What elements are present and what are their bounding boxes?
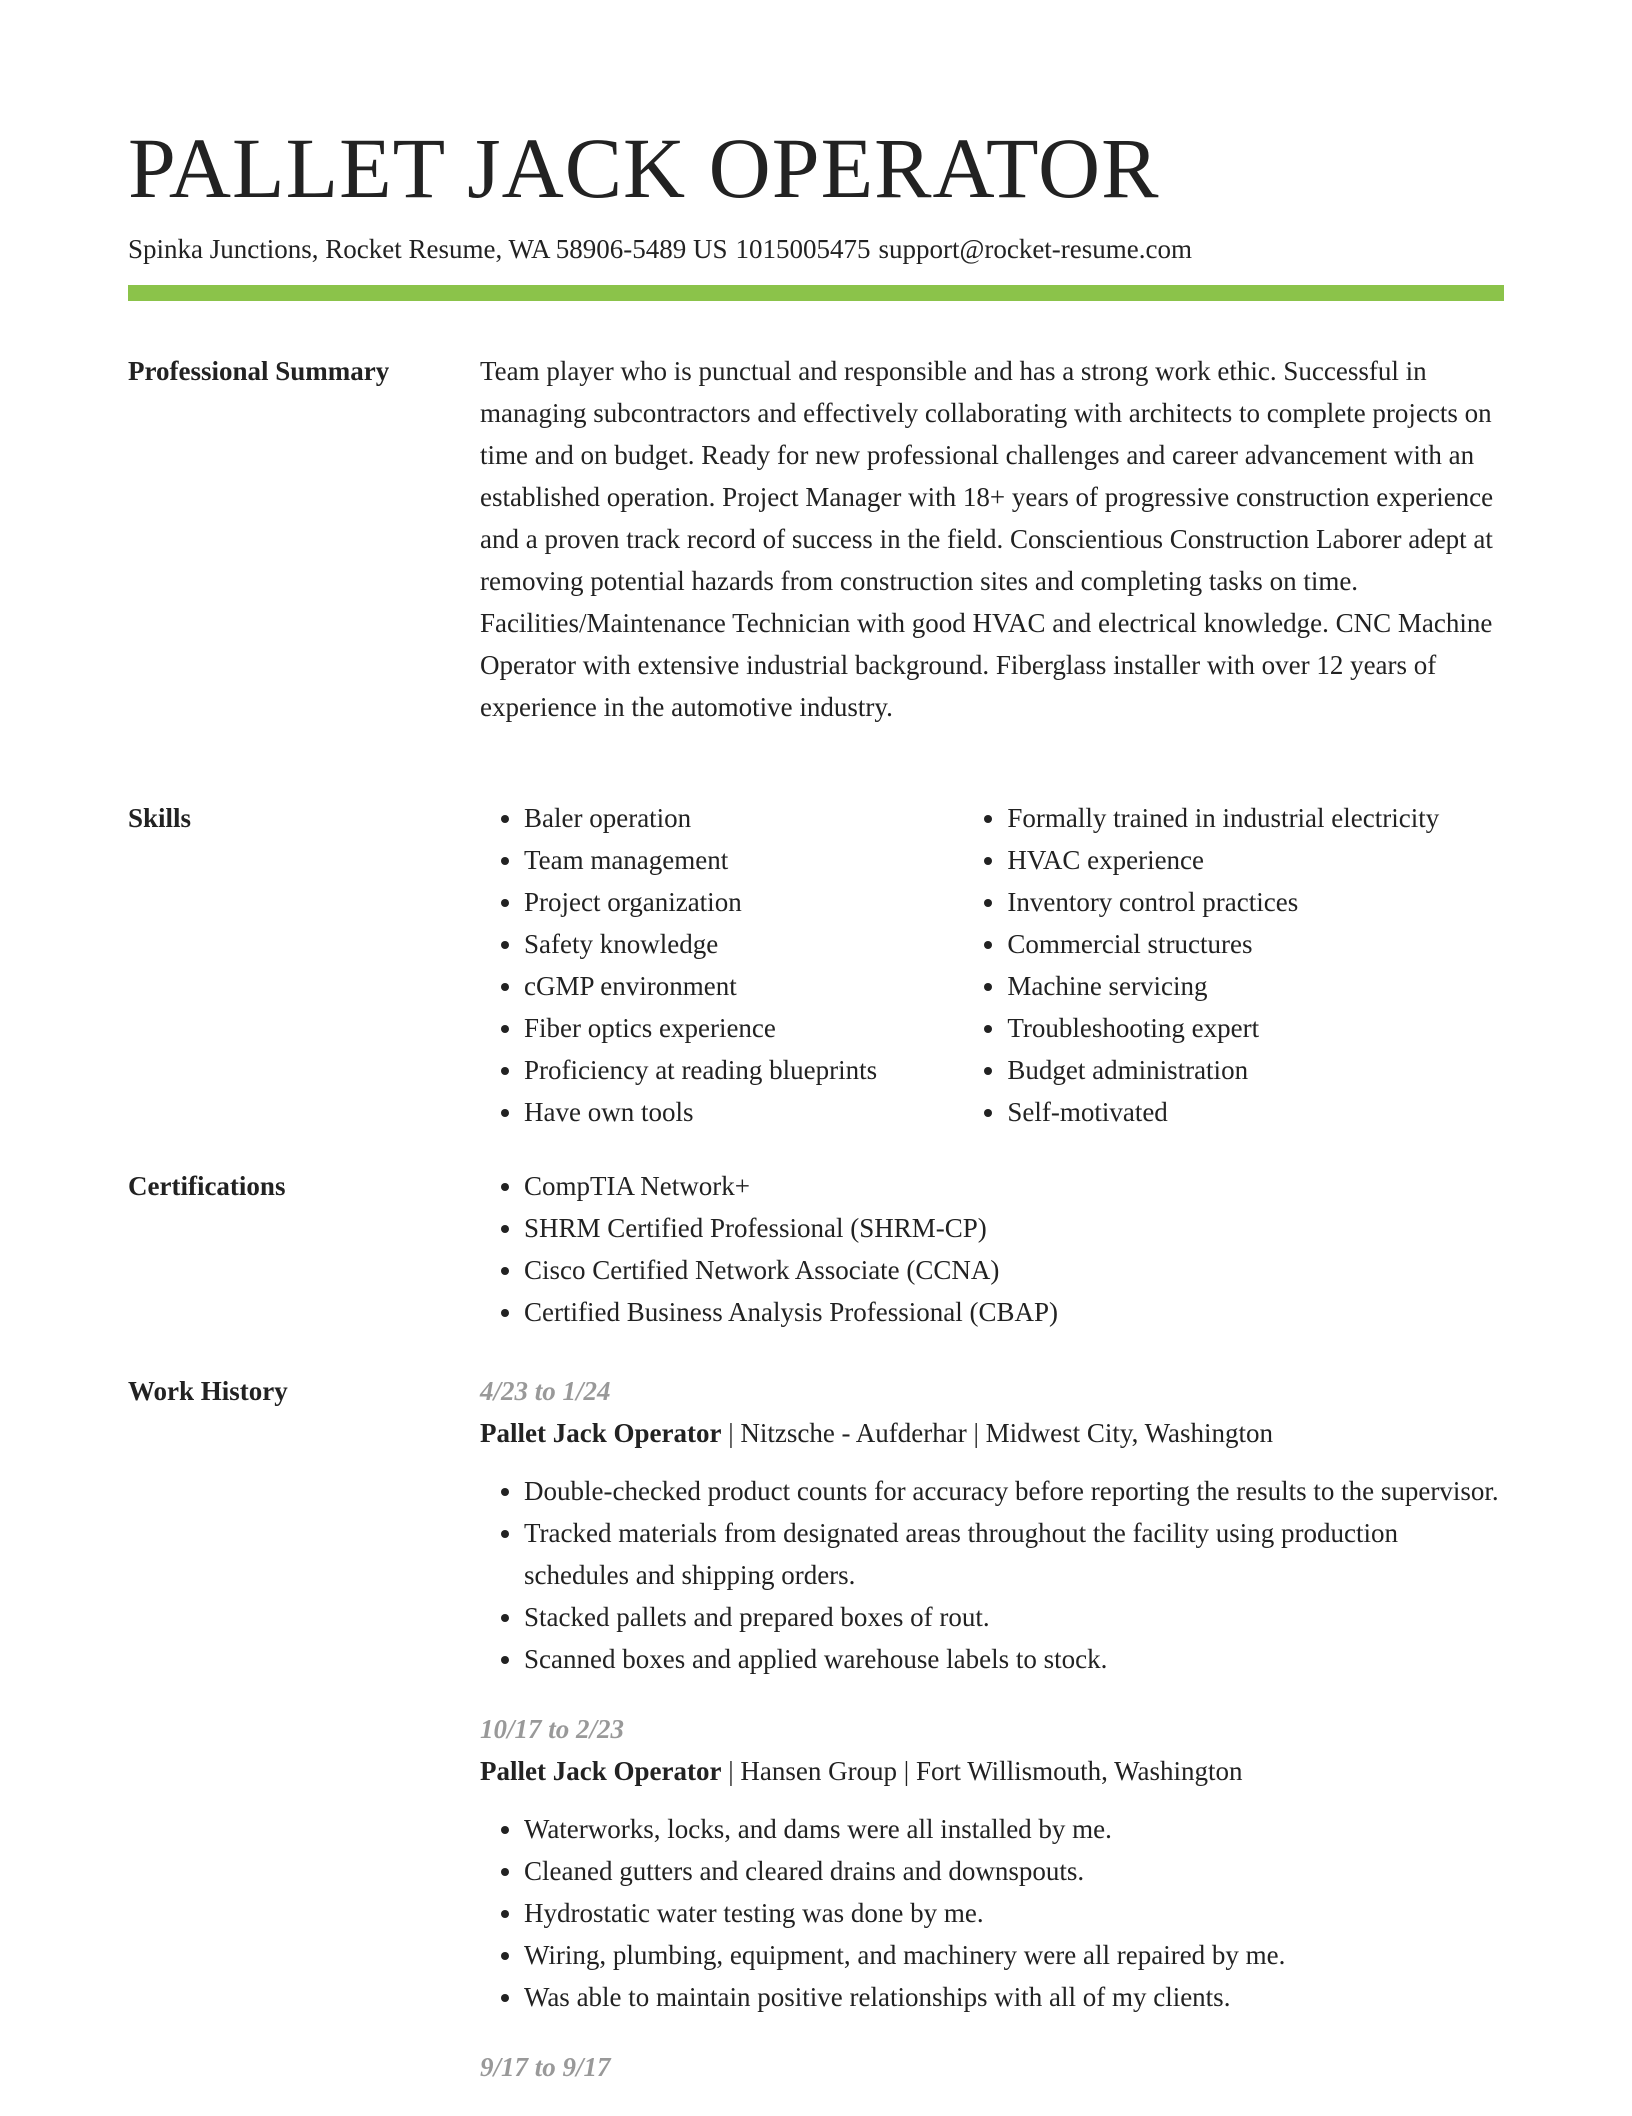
certifications-list — [480, 1165, 1504, 1333]
skill-item: • Fiber optics experience — [524, 1007, 963, 1049]
skill-item: • Inventory control practices — [1007, 881, 1504, 923]
job-entry — [480, 1708, 1504, 2018]
job-title: Pallet Jack Operator — [480, 1756, 722, 1786]
summary-text: Team player who is punctual and responsible and has a strong work ethic. Successful in managing subcontractors and effectively collaborating with architects to complete projects on time and on budget. Ready for new professional challenges and career advancement with an established operation. Project Manager with 18+ years of progressive construction experience and a proven track record of success in the field. Conscientious Construction Laborer adept at removing potential hazards from construction sites and completing tasks on time. Facilities/Maintenance Technician with good HVAC and electrical knowledge. CNC Machine Operator with extensive industrial background. Fiberglass installer with over 12 years of experience in the automotive industry. — [480, 356, 1494, 722]
job-bullet: • Hydrostatic water testing was done by me. — [524, 1892, 1504, 1934]
skill-item: • Proficiency at reading blueprints — [524, 1049, 963, 1091]
skill-item: • Safety knowledge — [524, 923, 963, 965]
job-bullet: • Double-checked product counts for accuracy before reporting the results to the supervisor. — [524, 1470, 1504, 1512]
certification-item: • Certified Business Analysis Professional (CBAP) — [524, 1291, 1504, 1333]
work-history-label: Work History — [128, 1376, 288, 1406]
job-entry — [480, 1370, 1504, 1680]
job-heading — [480, 1750, 1504, 1792]
header-divider — [128, 285, 1504, 301]
job-bullet: • Waterworks, locks, and dams were all installed by me. — [524, 1808, 1504, 1850]
job-heading — [480, 1412, 1504, 1454]
certifications-label: Certifications — [128, 1171, 286, 1201]
job-dates: 4/23 to 1/24 — [480, 1376, 611, 1406]
contact-address: Spinka Junctions, Rocket Resume, WA 58906-5489 US — [128, 234, 728, 264]
skill-item: • Formally trained in industrial electricity — [1007, 797, 1504, 839]
job-dates: 9/17 to 9/17 — [480, 2052, 611, 2082]
job-bullets — [480, 1470, 1504, 1680]
job-bullets — [480, 1808, 1504, 2018]
job-bullet: • Stacked pallets and prepared boxes of rout. — [524, 1596, 1504, 1638]
job-bullet: • Scanned boxes and applied warehouse labels to stock. — [524, 1638, 1504, 1680]
job-bullet: • Was able to maintain positive relationships with all of my clients. — [524, 1976, 1504, 2018]
skills-label: Skills — [128, 803, 192, 833]
job-bullet: • Wiring, plumbing, equipment, and machinery were all repaired by me. — [524, 1934, 1504, 1976]
skill-item: • Machine servicing — [1007, 965, 1504, 1007]
skill-item: • Have own tools — [524, 1091, 963, 1133]
certification-item: • CompTIA Network+ — [524, 1165, 1504, 1207]
skill-item: • cGMP environment — [524, 965, 963, 1007]
skill-item: • Commercial structures — [1007, 923, 1504, 965]
certification-item: • Cisco Certified Network Associate (CCNA) — [524, 1249, 1504, 1291]
skill-item: • Project organization — [524, 881, 963, 923]
skill-item: • Self-motivated — [1007, 1091, 1504, 1133]
job-details: | Hansen Group | Fort Willismouth, Washington — [721, 1756, 1243, 1786]
job-bullet: • Tracked materials from designated areas throughout the facility using production schedules and shipping orders. — [524, 1512, 1504, 1596]
job-entry — [480, 2046, 1504, 2088]
job-bullet: • Cleaned gutters and cleared drains and downspouts. — [524, 1850, 1504, 1892]
job-title: Pallet Jack Operator — [480, 1418, 722, 1448]
skills-right-column — [963, 797, 1504, 1133]
job-details: | Nitzsche - Aufderhar | Midwest City, Washington — [721, 1418, 1273, 1448]
skill-item: • HVAC experience — [1007, 839, 1504, 881]
contact-email: support@rocket-resume.com — [878, 234, 1193, 264]
skills-list — [480, 797, 1504, 1133]
certification-item: • SHRM Certified Professional (SHRM-CP) — [524, 1207, 1504, 1249]
skill-item: • Baler operation — [524, 797, 963, 839]
work-history — [480, 1370, 1504, 2116]
job-dates: 10/17 to 2/23 — [480, 1714, 625, 1744]
resume-name: PALLET JACK OPERATOR — [128, 120, 1160, 216]
summary-label: Professional Summary — [128, 356, 390, 386]
skill-item: • Team management — [524, 839, 963, 881]
contact-phone: 1015005475 — [735, 234, 871, 264]
contact-line — [128, 232, 1200, 266]
skills-left-column — [480, 797, 963, 1133]
skill-item: • Troubleshooting expert — [1007, 1007, 1504, 1049]
skill-item: • Budget administration — [1007, 1049, 1504, 1091]
